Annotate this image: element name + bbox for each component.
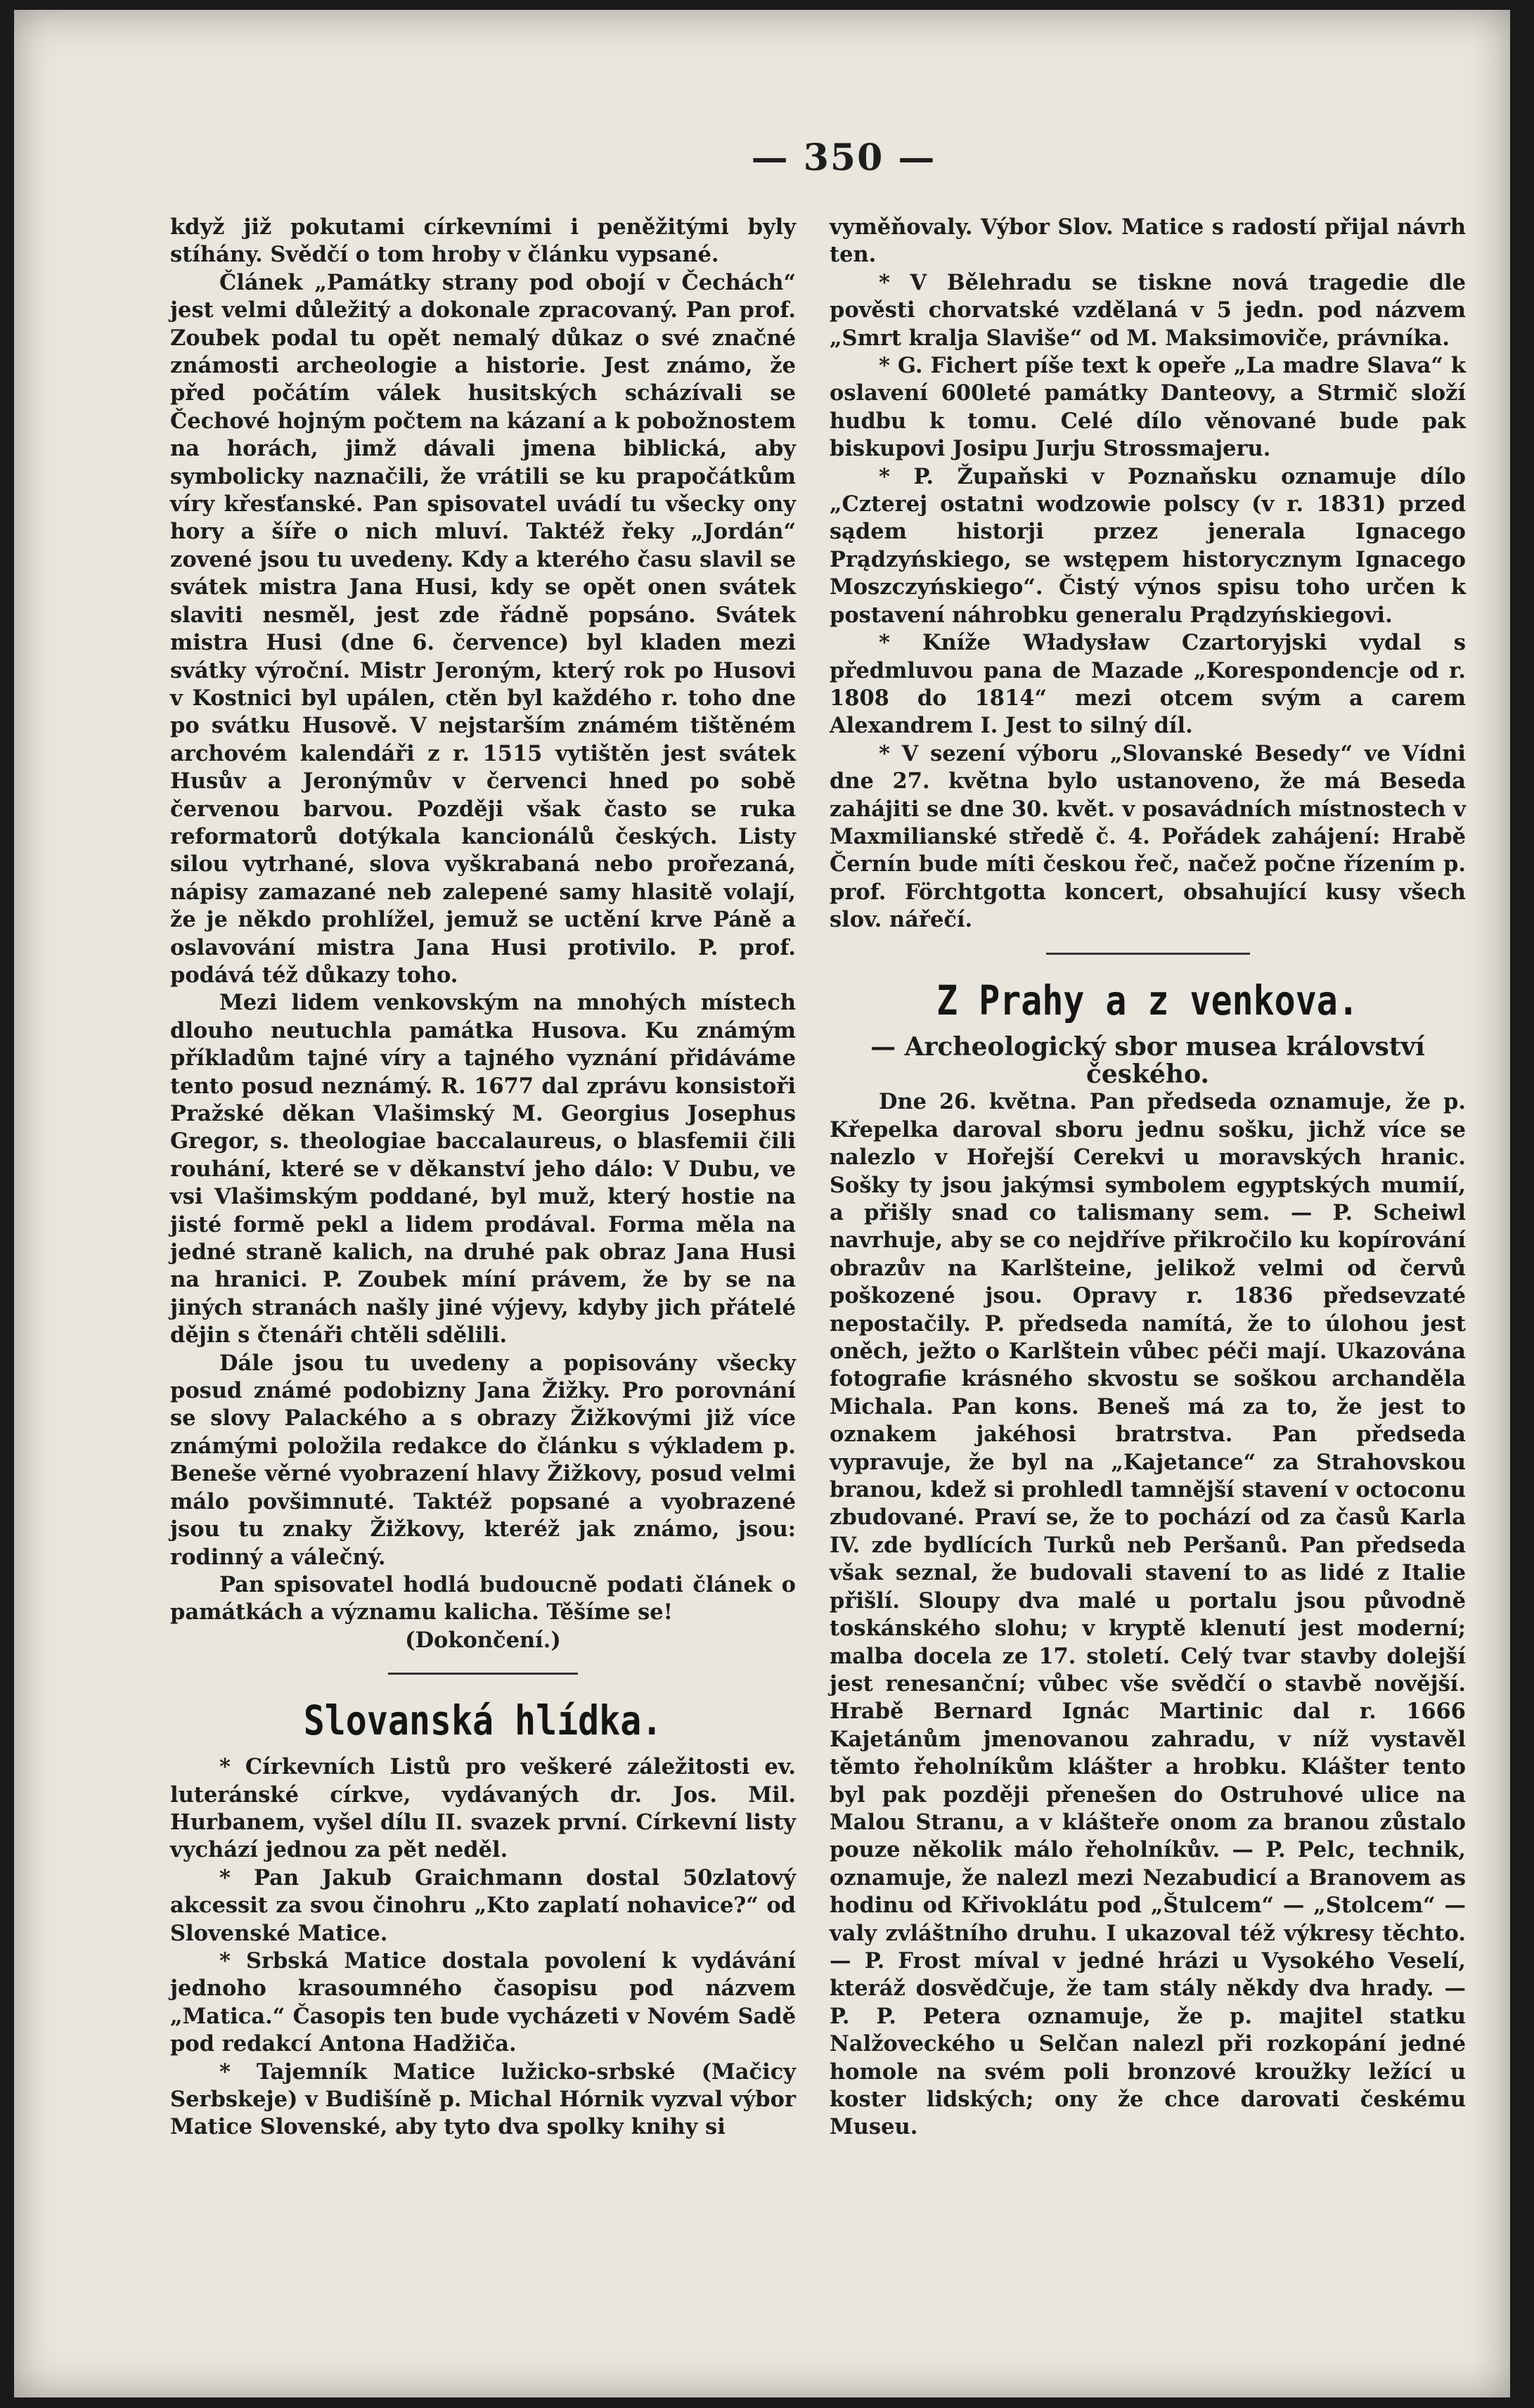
news-item: * P. Župaňski v Poznaňsku oznamuje dílo „Czterej ostatni wodzowie polscy (v r. 1831) przed sądem historji przez jenerala Ignacego Prądzyńskiego, se wstępem historycznym Ignacego Moszczyńskiego“. Čistý výnos spisu toho určen k postavení náhrobku generalu Prądzyńskiegovi. <box>830 463 1466 628</box>
section-title-slovanska-hlidka: Slovanská hlídka. <box>303 1696 663 1745</box>
news-item: * V sezení výboru „Slovanské Besedy“ ve Vídni dne 27. května bylo ustanoveno, že má Beseda zahájiti se dne 30. květ. v posavádních místnostech v Maxmilianské středě č. 4. Pořádek zahájení: Hrabě Černín bude míti českou řeč, načež počne řízením p. prof. Förchtgotta koncert, obsahující kusy všech slov. nářečí. <box>830 740 1466 933</box>
news-item: vyměňovaly. Výbor Slov. Matice s radostí přijal návrh ten. <box>830 214 1466 268</box>
paragraph: když již pokutami církevními i peněžitými byly stíhány. Svědčí o tom hroby v článku vypsané. <box>170 214 796 268</box>
news-item: * Srbská Matice dostala povolení k vydávání jednoho krasoumného časopisu pod názvem „Matica.“ Časopis ten bude vycházeti v Novém Sadě pod redakcí Antona Hadžiča. <box>170 1947 796 2057</box>
news-item: * Kníže Władysław Czartoryjski vydal s předmluvou pana de Mazade „Korespondencje od r. 1808 do 1814“ mezi otcem svým a carem Alexandrem I. Jest to silný díl. <box>830 630 1466 739</box>
article-text: Dne 26. května. Pan předseda oznamuje, že p. Křepelka daroval sboru jednu sošku, jichž více se nalezlo v Hořejší Cerekvi u moravských hranic. Sošky ty jsou jakýmsi symbolem egyptských mumií, a přišly snad co talismany sem. — P. Scheiwl navrhuje, aby se co nejdříve přikročilo ku kopírování obrazův na Karlšteine, jelikož velmi od červů poškozené jsou. Opravy r. 1836 předsevzaté nepostačily. P. předseda namítá, že to úlohou jest oněch, ježto o Karlštein vůbec péči mají. Ukazována fotografie krásného skvostu se soškou archanděla Michala. Pan kons. Beneš má za to, že jest to oznakem jakéhosi bratrstva. Pan předseda vypravuje, že byl na „Kajetance“ za Strahovskou branou, kdež si prohledl tamnější stavení v octoconu zbudované. Praví se, že to pochází od za časů Karla IV. zde bydlících Turků neb Peršanů. Pan předseda však seznal, že budovali stavení to as lidé z Italie přišlí. Sloupy dva malé u portalu jsou původně toskánského slohu; v kryptě klenutí jest moderní; malba docela ze 17. století. Celý tvar stavby dolejší jest renesanční; vůbec vše svědčí o stavbě novější. Hrabě Bernard Ignác Martinic dal r. 1666 Kajetánům jmenovanou zahradu, v níž vystavěl těmto řeholníkům klášter a hrobku. Klášter tento byl pak později přenešen do Ostruhové ulice na Malou Stranu, a v klášteře onom za branou zůstalo pouze několik málo řeholníkův. — P. Pelc, technik, oznamuje, že nalezl mezi Nezabudicí a Branovem as hodinu od Křivoklátu pod „Štulcem“ — „Stolcem“ — valy zvláštního druhu. I ukazoval též výkresy těchto. — P. Frost míval v jedné hrázi u Vysokého Veselí, kteráž dosvědčuje, že tam stály někdy dva hrady. — P. P. Petera oznamuje, že p. majitel statku Nalžoveckého u Selčan nalezl při rozkopání jedné homole na svém poli bronzové kroužky ležící u koster lidských; ony že chce darovati českému Museu. <box>830 1089 1466 2140</box>
left-column <box>170 214 796 2142</box>
right-column <box>830 214 1466 2142</box>
news-item: * V Bělehradu se tiskne nová tragedie dle pověsti chorvatské vzdělaná v 5 jedn. pod názvem „Smrt kralja Slaviše“ od M. Maksimoviče, právníka. <box>830 269 1466 351</box>
paragraph: Dále jsou tu uvedeny a popisovány všecky posud známé podobizny Jana Žižky. Pro porovnání se slovy Palackého a s obrazy Žižkovými již více známými položila redakce do článku s výkladem p. Beneše věrné vyobrazení hlavy Žižkovy, posud velmi málo povšimnuté. Taktéž popsané a vyobrazené jsou tu znaky Žižkovy, kteréž jak známo, jsou: rodinný a válečný. <box>170 1350 796 1570</box>
page-number: — 350 — <box>751 136 936 179</box>
article-heading: — Archeologický sbor musea království českého. <box>870 1031 1425 1089</box>
scanned-page <box>14 10 1510 2397</box>
paragraph: Článek „Památky strany pod obojí v Čechách“ jest velmi důležitý a dokonale zpracovaný. Pan prof. Zoubek podal tu opět nemalý důkaz o své značné známosti archeologie a historie. Jest známo, že před počátím válek husitských scházívali se Čechové hojným počtem na kázaní a k pobožnostem na horách, jimž dávali jmena biblická, aby symbolicky naznačili, že vrátili se ku prapočátkům víry křesťanské. Pan spisovatel uvádí tu všecky ony hory a šíře o nich mluví. Taktéž řeky „Jordán“ zovené jsou tu uvedeny. Kdy a kterého času slavil se svátek mistra Jana Husi, kdy se opět onen svátek slaviti nesměl, jest zde řádně popsáno. Svátek mistra Husi (dne 6. července) byl kladen mezi svátky výroční. Mistr Jeroným, který rok po Husovi v Kostnici byl upálen, ctěn byl každého r. toho dne po svátku Husově. V nejstarším známém tištěném archovém kalendáři z r. 1515 vytištěn jest svátek Husův a Jeronýmův v červenci hned po sobě červenou barvou. Později však často se ruka reformatorů dotýkala kancionálů českých. Listy silou vytrhané, slova vyškrabaná nebo prořezaná, nápisy zamazané neb zalepené samy hlasitě volají, že je někdo prohlížel, jemuž se uctění krve Páně a oslavování mistra Jana Husi protivilo. P. prof. podává též důkazy toho. <box>170 269 796 988</box>
section-title-z-prahy: Z Prahy a z venkova. <box>936 976 1359 1024</box>
news-item: * Tajemník Matice lužicko-srbské (Mačicy Serbskeje) v Budišíně p. Michal Hórnik vyzval výbor Matice Slovenské, aby tyto dva spolky knihy si <box>170 2059 796 2140</box>
news-item: * Pan Jakub Graichmann dostal 50zlatový akcessit za svou činohru „Kto zaplatí nohavice?“ od Slovenské Matice. <box>170 1865 796 1946</box>
paragraph: Mezi lidem venkovským na mnohých místech dlouho neutuchla památka Husova. Ku známým příkladům tajné víry a tajného vyznání přidáváme tento posud neznámý. R. 1677 dal zprávu konsistoři Pražské děkan Vlašimský M. Georgius Josephus Gregor, s. theologiae baccalaureus, o blasfemii čili rouhání, které se v děkanství jeho dálo: V Dubu, ve vsi Vlašimským poddané, byl muž, který hostie na jisté formě pekl a lidem prodával. Forma měla na jedné straně kalich, na druhé pak obraz Jana Husi na hranici. P. Zoubek míní právem, že by se na jiných stranách našly jiné výjevy, kdyby jich přátelé dějin s čtenáři chtěli sdělili. <box>170 990 796 1348</box>
divider <box>1046 953 1250 955</box>
closing-note: (Dokončení.) <box>405 1627 561 1653</box>
news-item: * Církevních Listů pro veškeré záležitosti ev. luteránské církve, vydávaných dr. Jos. Mil. Hurbanem, vyšel dílu II. svazek první. Církevní listy vychází jednou za pět neděl. <box>170 1754 796 1863</box>
paragraph: Pan spisovatel hodlá budoucně podati článek o památkách a významu kalicha. Těšíme se! <box>170 1571 796 1625</box>
divider <box>388 1673 578 1675</box>
news-item: * G. Fichert píše text k opeře „La madre Slava“ k oslavení 600leté památky Danteovy, a Strmič složí hudbu k tomu. Celé dílo věnované bude pak biskupovi Josipu Jurju Strossmajeru. <box>830 353 1466 462</box>
